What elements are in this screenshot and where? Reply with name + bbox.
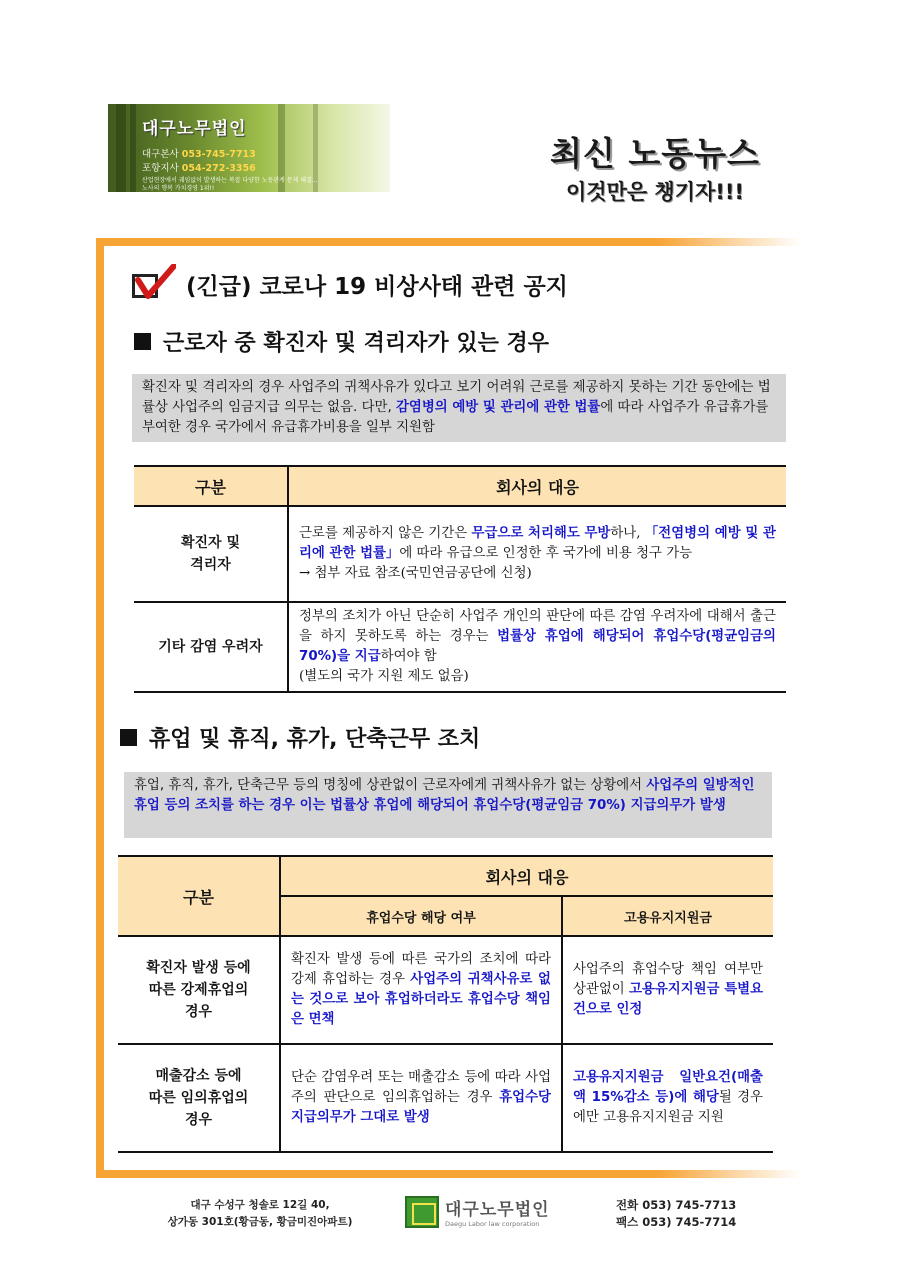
- section1-heading: [134, 326, 549, 357]
- notice-title-text: (긴급) 코로나 19 비상사태 관련 공지: [186, 273, 568, 300]
- banner-tagline2: 노사의 행복 가치경영 1위!!: [142, 185, 215, 192]
- col-header-response: 회사의 대응: [288, 466, 786, 506]
- banner-tagline1: 산업현장에서 궤임없이 발생하는 복잡 다양한 노동관계 문제 해결...: [142, 177, 318, 184]
- col-header-category: 구분: [134, 466, 288, 506]
- footer-fax: 팩스 053) 745-7714: [616, 1215, 737, 1229]
- row-content-voluntary-leave-pay: 단순 감염우려 또는 매출감소 등에 따라 사업주의 판단으로 임의휴업하는 경우 휴업수당 지급의무가 그대로 발생: [280, 1044, 562, 1152]
- table-row: [118, 1044, 773, 1152]
- notice-title: [124, 266, 568, 302]
- section1-table: [134, 465, 786, 693]
- footer-logo-sub: Daegu Labor law corporation: [445, 1220, 540, 1228]
- frame-top-border: [96, 238, 800, 246]
- table-row: [134, 602, 786, 692]
- table-header-row: [134, 466, 786, 506]
- section2-table: [118, 855, 773, 1153]
- row-content-forced-leave-pay: 확진자 발생 등에 따른 국가의 조치에 따라 강제 휴업하는 경우 사업주의 귀책사유로 없는 것으로 보아 휴업하더라도 휴업수당 책임은 면책: [280, 936, 562, 1044]
- row-label-voluntary-closure: 매출감소 등에 따른 임의휴업의 경우: [118, 1044, 280, 1152]
- col-subheader-leave-pay: 휴업수당 해당 여부: [280, 896, 562, 936]
- page-title: 최신 노동뉴스: [550, 134, 760, 173]
- checkbox-checked-icon: [124, 266, 180, 302]
- row-content-confirmed: 근로를 제공하지 않은 기간은 무급으로 처리해도 무방하나, 「전염병의 예방 및 관리에 관한 법률」에 따라 유급으로 인정한 후 국가에 비용 청구 가능 → 첨부 자료 참조(국민연금공단에 신청): [288, 506, 786, 602]
- header-banner: [108, 104, 390, 192]
- footer-contact: [616, 1197, 736, 1231]
- col-header-category: 구분: [118, 856, 280, 936]
- frame-left-border: [96, 238, 104, 1178]
- col-header-response: 회사의 대응: [280, 856, 773, 896]
- footer-logo-name: 대구노무법인: [445, 1200, 550, 1220]
- square-bullet-icon: [120, 729, 137, 746]
- banner-title: 대구노무법인: [142, 119, 247, 139]
- banner-office1: 대구본사 053-745-7713: [142, 149, 256, 160]
- section2-heading-text: 휴업 및 휴직, 휴가, 단축근무 조치: [149, 727, 481, 752]
- row-label-confirmed: 확진자 및 격리자: [134, 506, 288, 602]
- company-logo-icon: [405, 1196, 439, 1228]
- row-content-forced-subsidy: 사업주의 휴업수당 책임 여부만 상관없이 고용유지지원금 특별요건으로 인정: [562, 936, 773, 1044]
- table-row: [118, 936, 773, 1044]
- table-header-row: [118, 856, 773, 896]
- page-subtitle: 이것만은 챙기자!!!: [565, 180, 745, 204]
- square-bullet-icon: [134, 333, 151, 350]
- banner-office2: 포항지사 054-272-3356: [142, 163, 256, 174]
- footer-logo: [405, 1195, 550, 1228]
- frame-bottom-border: [96, 1170, 800, 1178]
- row-label-forced-closure: 확진자 발생 등에 따른 강제휴업의 경우: [118, 936, 280, 1044]
- table-row: [134, 506, 786, 602]
- row-content-voluntary-subsidy: 고용유지지원금 일반요건(매출액 15%감소 등)에 해당될 경우에만 고용유지지원금 지원: [562, 1044, 773, 1152]
- footer-phone: 전화 053) 745-7713: [616, 1198, 737, 1212]
- section2-summary: 휴업, 휴직, 휴가, 단축근무 등의 명칭에 상관없이 근로자에게 귀책사유가 없는 상황에서 사업주의 일방적인 휴업 등의 조치를 하는 경우 이는 법률상 휴업에 해당되어 휴업수당(평균임금 70%) 지급의무가 발생: [124, 772, 772, 838]
- section1-summary: 확진자 및 격리자의 경우 사업주의 귀책사유가 있다고 보기 어려워 근로를 제공하지 못하는 기간 동안에는 법률상 사업주의 임금지급 의무는 없음. 다만, 감염병의 예방 및 관리에 관한 법률에 따라 사업주가 유급휴가를 부여한 경우 국가에서 유급휴가비용을 일부 지원함: [132, 374, 786, 442]
- col-subheader-subsidy: 고용유지지원금: [562, 896, 773, 936]
- section1-heading-text: 근로자 중 확진자 및 격리자가 있는 경우: [163, 331, 549, 356]
- row-label-other: 기타 감염 우려자: [134, 602, 288, 692]
- footer-address: 대구 수성구 청솔로 12길 40, 상가동 301호(황금동, 황금미진아파트): [167, 1199, 353, 1228]
- row-content-other: 정부의 조치가 아닌 단순히 사업주 개인의 판단에 따른 감염 우려자에 대해서 출근을 하지 못하도록 하는 경우는 법률상 휴업에 해당되어 휴업수당(평균임금의 70%)을 지급하여야 함 (별도의 국가 지원 제도 없음): [288, 602, 786, 692]
- section2-heading: [120, 722, 480, 753]
